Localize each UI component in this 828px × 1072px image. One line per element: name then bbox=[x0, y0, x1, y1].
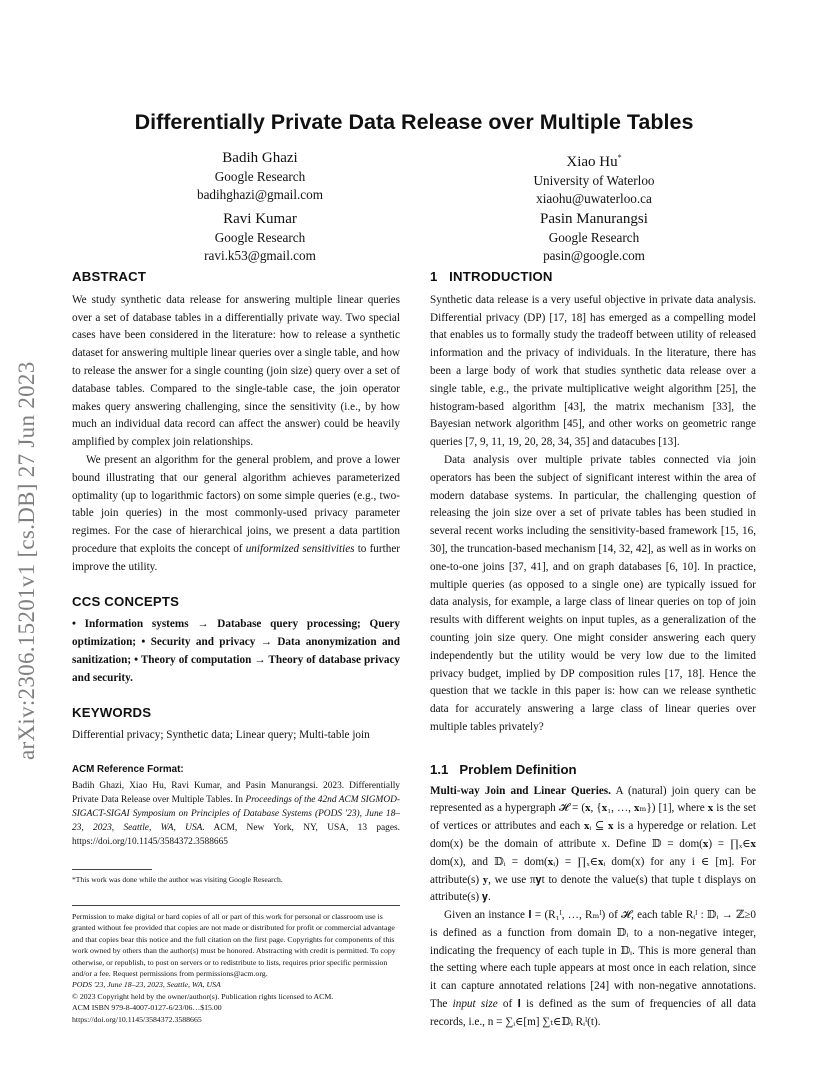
abstract-paragraph-1: We study synthetic data release for answering multiple linear queries over a set of database tables in a differentially private way. Two special cases have been considered in the literature: how to release a synthetic dataset for answering multiple linear queries over a single table, and how to release the answer for a single counting (join size) query over a set of database tables. Compared to the single-table case, the join operator makes query answering challenging, since the sensitivity (i.e., by how much an individual data record can affect the answer) could be heavily amplified by complex join relationships. bbox=[72, 293, 400, 449]
paper-title: Differentially Private Data Release over Multiple Tables bbox=[134, 110, 694, 134]
author-email: ravi.k53@gmail.com bbox=[204, 248, 316, 263]
author-name: Ravi Kumar bbox=[223, 211, 297, 227]
author-affiliation: University of Waterloo bbox=[533, 173, 655, 188]
footnote-rule bbox=[72, 869, 152, 870]
keywords-text: Differential privacy; Synthetic data; Linear query; Multi-table join bbox=[72, 729, 370, 742]
doi-line: https://doi.org/10.1145/3584372.3588665 bbox=[72, 1014, 202, 1024]
ccs-heading: CCS CONCEPTS bbox=[72, 593, 180, 609]
permission-block bbox=[72, 911, 400, 1025]
arxiv-identifier: arXiv:2306.15201v1 [cs.DB] 27 Jun 2023 bbox=[14, 361, 39, 760]
abstract-heading: ABSTRACT bbox=[72, 269, 147, 284]
abstract-paragraph-2: We present an algorithm for the general problem, and prove a lower bound illustrating that our general algorithm achieves parameterized optimality (up to logarithmic factors) on some simple queries (e.g., two-table join queries) in the most commonly-used privacy parameter regimes. For the case of hierarchical joins, we present a data partition procedure that exploits the concept of uniformized sensitivities to further improve the utility. bbox=[72, 453, 401, 573]
problem-paragraph-2: Given an instance 𝐈 = (R₁ᴵ, …, Rₘᴵ) of 𝓗, each table Rᵢᴵ : 𝔻ᵢ → ℤ≥0 is defined as a function from domain 𝔻ᵢ to a non-negative integer, indicating the frequency of each tuple in 𝔻ᵢ. This is more general than the setting where each tuple appears at most once in each relation, since it can capture annotated relations [24] with non-negative annotations. The input size of 𝐈 is defined as the sum of frequencies of all data records, i.e., n = ∑ᵢ∈[m] ∑ₜ∈𝔻ᵢ Rᵢᴵ(t). bbox=[430, 909, 756, 1028]
author-name: Pasin Manurangsi bbox=[540, 211, 648, 227]
venue-line: PODS '23, June 18–23, 2023, Seattle, WA, USA bbox=[72, 980, 221, 990]
author-block-3 bbox=[130, 209, 390, 265]
author-footnote-marker: * bbox=[617, 153, 622, 162]
left-column bbox=[72, 268, 400, 1025]
author-footnote: *This work was done while the author was visiting Google Research. bbox=[72, 874, 283, 884]
reference-format-heading: ACM Reference Format: bbox=[72, 764, 184, 776]
intro-paragraph-1: Synthetic data release is a very useful objective in private data analysis. Differential privacy (DP) [17, 18] has emerged as a compelling model that enables us to formally study the tradeoff between utility of released information and the privacy of individuals. In the literature, there has been a large body of work that studies synthetic data release over a single table, e.g., the private multiplicative weight algorithm [25], the histogram-based algorithm [43], the matrix mechanism [33], the Bayesian network algorithm [45], and other works on geometric range queries [7, 9, 11, 19, 20, 28, 34, 35] and datacubes [13]. bbox=[430, 293, 756, 449]
isbn-line: ACM ISBN 979-8-4007-0127-6/23/06…$15.00 bbox=[72, 1003, 222, 1013]
author-block-4 bbox=[464, 209, 724, 265]
right-column bbox=[430, 268, 756, 1032]
problem-paragraph-1: Multi-way Join and Linear Queries. A (natural) join query can be represented as a hypergraph 𝓗 = (𝐱, {𝐱₁, …, 𝐱ₘ}) [1], where 𝐱 is the set of vertices or attributes and each 𝐱ᵢ ⊆ 𝐱 is a hyperedge or relation. Let dom(x) be the domain of attribute x. Define 𝔻 = dom(𝐱) = ∏ₓ∈𝐱 dom(x), and 𝔻ᵢ = dom(𝐱ᵢ) = ∏ₓ∈𝐱ᵢ dom(x) for any i ∈ [m]. For attribute(s) 𝐲, we use π𝐲t to denote the value(s) that tuple t displays on attribute(s) 𝐲. bbox=[430, 784, 756, 904]
author-block-1 bbox=[130, 148, 390, 204]
ccs-concepts-text: • Information systems → Database query processing; Query optimization; • Security and privacy → Data anonymization and sanitization; • Theory of computation → Theory of database privacy and security. bbox=[72, 618, 400, 684]
copyright-line: © 2023 Copyright held by the owner/author(s). Publication rights licensed to ACM. bbox=[72, 991, 334, 1001]
author-affiliation: Google Research bbox=[214, 169, 306, 184]
keywords-heading: KEYWORDS bbox=[72, 704, 152, 720]
permission-rule bbox=[72, 905, 400, 906]
author-email: xiaohu@uwaterloo.ca bbox=[536, 191, 652, 206]
reference-format-text: Badih Ghazi, Xiao Hu, Ravi Kumar, and Pasin Manurangsi. 2023. Differentially Private Data Release over Multiple Tables. In Proceedings of the 42nd ACM SIGMOD-SIGACT-SIGAI Symposium on Principles of Database Systems (PODS '23), June 18–23, 2023, Seattle, WA, USA. ACM, New York, NY, USA, 13 pages. https://doi.org/10.1145/3584372.3588665 bbox=[72, 780, 401, 847]
author-affiliation: Google Research bbox=[548, 230, 640, 245]
author-affiliation: Google Research bbox=[214, 230, 306, 245]
introduction-heading: 1 INTRODUCTION bbox=[430, 269, 553, 284]
intro-paragraph-2: Data analysis over multiple private tables connected via join operators has been the subject of significant interest within the area of modern database systems. In particular, the challenging question of releasing the join size over a set of private tables has been studied in several recent works including the sensitivity-based framework [15, 16, 30], the truncation-based mechanism [14, 32, 42], as well as in works on one-to-one joins [37, 41], and on graph databases [6, 10]. In practice, multiple queries (as opposed to a single one) are typically issued for data analysis, for example, a large class of linear queries on top of join results with different weights on input tuples, as a generalization of the counting join size query. One might consider answering each query independently but the utility would be very low due to the limited privacy budget, implied by DP composition rules [17, 18]. Hence the question that we tackle in this paper is: how can we release synthetic data for accurately answering a large class of linear queries over multiple tables privately? bbox=[430, 453, 756, 733]
author-email: pasin@google.com bbox=[543, 248, 645, 263]
problem-definition-heading: 1.1 Problem Definition bbox=[430, 761, 577, 777]
author-name: Badih Ghazi bbox=[222, 150, 298, 166]
permission-text: Permission to make digital or hard copies of all or part of this work for personal or classroom use is granted without fee provided that copies are not made or distributed for profit or commercial advantage and that copies bear this notice and the full citation on the first page. Copyrights for components of this work owned by others than the author(s) must be honored. Abstracting with credit is permitted. To copy otherwise, or republish, to post on servers or to redistribute to lists, requires prior specific permission and/or a fee. Request permissions from permissions@acm.org. bbox=[72, 911, 396, 978]
author-block-2 bbox=[464, 148, 724, 208]
author-email: badihghazi@gmail.com bbox=[196, 187, 324, 202]
author-name: Xiao Hu bbox=[566, 154, 618, 170]
